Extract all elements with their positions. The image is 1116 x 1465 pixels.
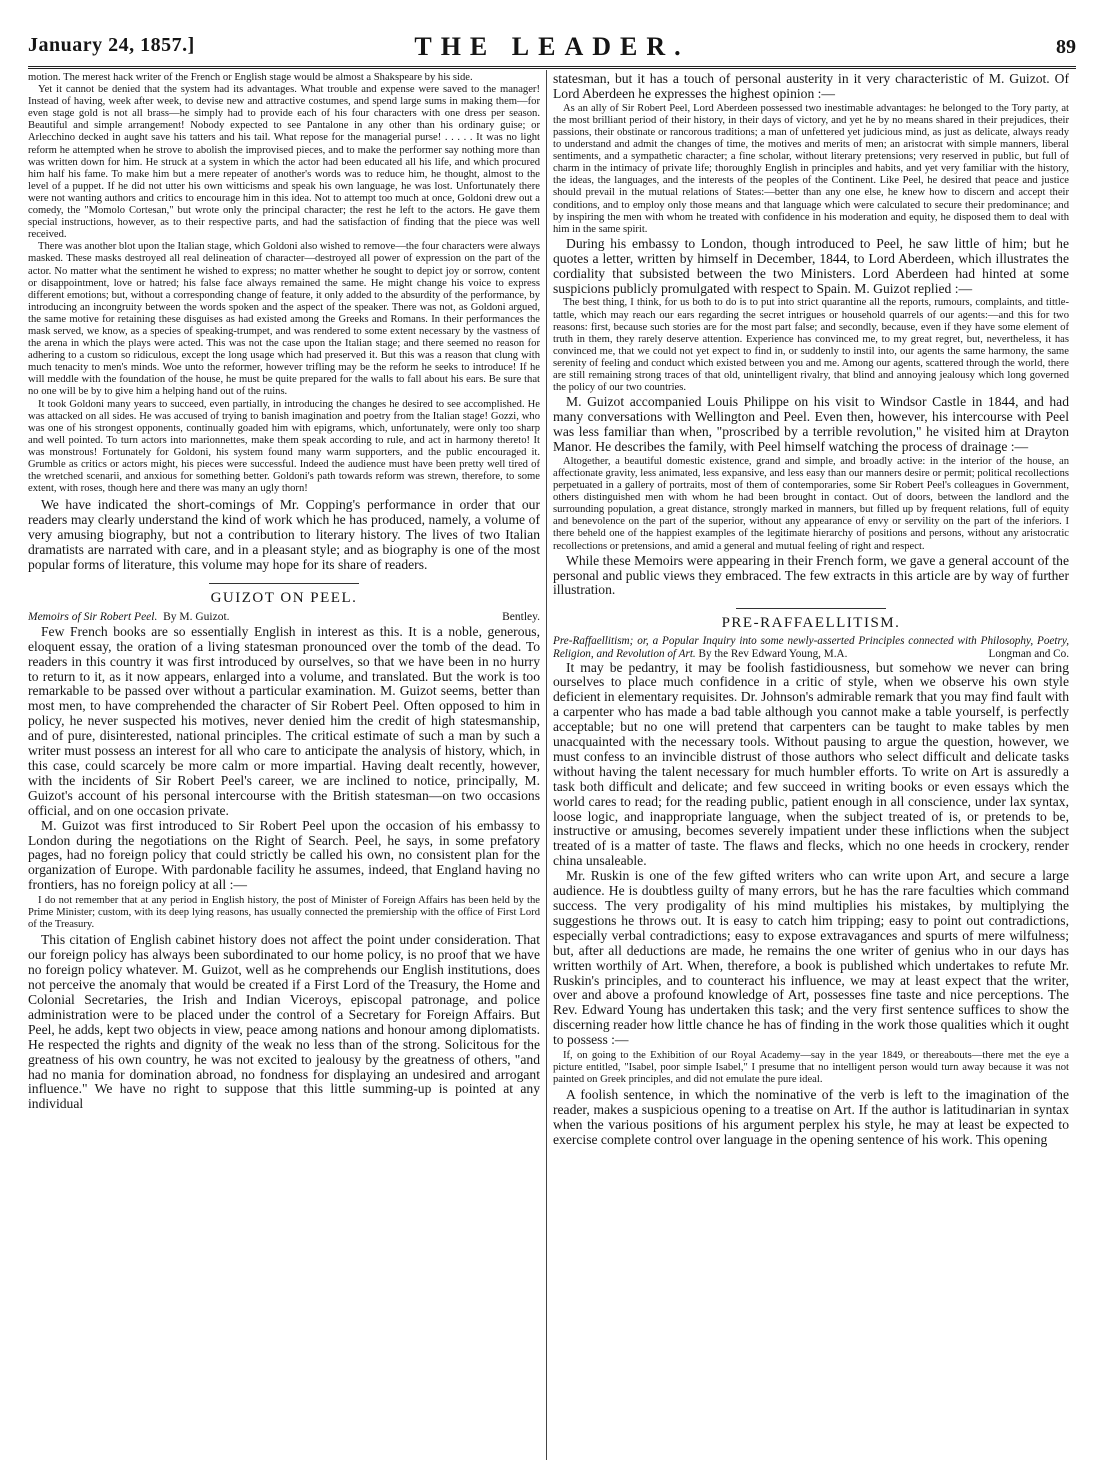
article-heading: PRE-RAFFAELLITISM.	[721, 615, 901, 632]
page-number: 89	[1056, 36, 1076, 58]
goldoni-excerpt	[28, 72, 540, 495]
windsor-section	[553, 395, 1069, 455]
publisher: Longman and Co.	[988, 647, 1069, 660]
block-quote: If, on going to the Exhibition of our Royal Academy—say in the year 1849, or thereabouts—there met the eye a picture entitled, "Isabel, poor simple Isabel," I presume that no intelligent person would turn away because it was not painted on Greek principles, and did not emulate the pure ideal.	[553, 1050, 1069, 1086]
book-title: Memoirs of Sir Robert Peel.	[28, 610, 158, 623]
drayton-quote-block	[553, 456, 1069, 553]
book-author: By the Rev Edward Young, M.A.	[698, 647, 848, 660]
right-column	[553, 72, 1069, 1457]
pre-raffaellitism-article	[553, 661, 1069, 1049]
paragraph: This citation of English cabinet history does not affect the point under consideration. That our foreign policy has always been subordinated to our home policy, is no proof that we have no foreign policy whatever. M. Guizot, well as he comprehends our English institutions, does not perceive the anomaly that would be created if a First Lord of the Treasury, the Home and Colonial Secretaries, the Irish and Indian Viceroys, episcopal patronage, and police administration were to be placed under the control of a Secretary for Foreign Affairs. But Peel, he adds, kept two objects in view, peace among nations and honour among diplomatists. He respected the rights and dignity of the weak no less than of the strong. Solicitous for the greatness of his own country, he was not excited to jealousy by the greatness of others, "and had no mania for domination abroad, no fondness for displaying an undesired and arrogant influence." We have no right to suppose that this little summing-up is pointed at any individual	[28, 932, 540, 1112]
letter-quote-block	[553, 297, 1069, 394]
publisher: Bentley.	[502, 610, 540, 623]
copping-section	[28, 498, 540, 573]
book-author: By M. Guizot.	[163, 610, 230, 623]
guizot-article-cont	[28, 933, 540, 1112]
section-divider	[209, 583, 359, 584]
paragraph: statesman, but it has a touch of personal austerity in it very characteristic of M. Guizot. Of Lord Aberdeen he expresses the highest opinion :—	[553, 72, 1069, 101]
column-rule	[546, 70, 547, 1460]
section-divider	[736, 608, 886, 609]
left-column	[28, 72, 540, 1457]
pre-raffaellitism-cont	[553, 1088, 1069, 1148]
guizot-continued	[553, 72, 1069, 102]
paragraph: motion. The merest hack writer of the French or English stage would be almost a Shakspeare by his side.	[28, 72, 473, 83]
masthead	[28, 26, 1076, 69]
issue-date: January 24, 1857.]	[28, 34, 195, 56]
block-quote: As an ally of Sir Robert Peel, Lord Aberdeen possessed two inestimable advantages: he belonged to the Tory party, at the most brilliant period of their history, in their days of victory, and yet he by no means shared in their prejudices, their passions, their obstinate or rancorous traditions; a man of unfettered yet judicious mind, as just as delicate, always ready to understand and admit the changes of time, the motives and merits of men; an aristocrat with simple manners, liberal sentiments, and a sympathetic character; a fine scholar, without literary pretensions; very reserved in public, but full of charm in the intimacy of private life; thoroughly English in principles and habits, and yet very familiar with the history, the ideas, the languages, and the interests of the peoples of the Continent. Like Peel, he desired that peace and justice should prevail in the mutual relations of States:—better than any one else, he knew how to discern and accept their conditions, and to employ only those means and that language which were calculated to secure their predominance; and by inspiring the men with whom he treated with confidence in his moderation and equity, he disposed them to deal with him in the same spirit.	[553, 102, 1069, 235]
block-quote: The best thing, I think, for us both to do is to put into strict quarantine all the reports, rumours, complaints, and tittle-tattle, which may reach our ears regarding the secret intrigues or household quarrels of our agents:—and this for two reasons: first, because such stories are for the most part false; and secondly, because, even if they have some element of truth in them, they rarely deserve attention. Experience has convinced me, to my great regret, but, nevertheless, it has convinced me, that we could not yet expect to find in, or suddenly to instil into, our agents the same harmony, the same serenity of feeling and conduct which existed between you and me. Among our agents, scattered through the world, there are still remaining strong traces of that old, unintelligent rivalry, that blind and annoying jealousy which long governed the policy of our two countries.	[553, 297, 1069, 394]
book-title: Pre-Raffaellitism; or, a Popular Inquiry into some newly-asserted Principles connected with Philosophy, Poetry, Religion, and Revolution of Art.	[553, 635, 1069, 660]
memoirs-section	[553, 554, 1069, 599]
paragraph: It took Goldoni many years to succeed, even partially, in introducing the changes he desired to see accomplished. He was attacked on all sides. He was accused of trying to banish imagination and poetry from the Italian stage! Gozzi, who was one of his strongest opponents, continually goaded him with epigrams, which, unfortunately, were only too sharp and well pointed. To turn actors into marionnettes, make them speak according to rule, and act in harmony thereto! It was monstrous! Fortunately for Goldoni, his system found many warm supporters, and the public encouraged it. Grumble as critics or actors might, his pieces were successful. Indeed the audience must have been pretty well tired of the wretched scenarii, and anxious for something better. Goldoni's path towards reform was strewn, therefore, to some extent, with roses, though here and there was many an ugly thorn!	[28, 398, 540, 495]
guizot-quote-block	[28, 895, 540, 931]
isabel-quote-block	[553, 1050, 1069, 1086]
paragraph: During his embassy to London, though introduced to Peel, he saw little of him; but he quotes a letter, written by himself in December, 1844, to Lord Aberdeen, which illustrates the cordiality that subsisted between the two Ministers. Lord Aberdeen had hinted at some suspicions publicly promulgated with respect to Spain. M. Guizot replied :—	[553, 235, 1069, 296]
book-citation	[28, 610, 540, 624]
paragraph: Yet it cannot be denied that the system had its advantages. What trouble and expense were saved to the manager! Instead of having, week after week, to devise new and attractive costumes, and spend large sums in making them—for even stage gold is not all brass—he simply had to provide each of his four characters with one dress per season. Beautiful and simple arrangement! Nobody expected to see Pantalone in any other than his ordinary guise; or Arlecchino decked in aught save his tatters and his tail. What repose for the managerial purse! . . . . . It was no light reform he attempted when he strove to abolish the improvised pieces, and to make the performer say nothing more than was written down for him. He struck at a system in which the actor had been educated all his life, and which procured him half his fame. To make him but a mere repeater of another's words was to reduce him, he thought, almost to the level of a puppet. If he did not utter his own witticisms and speak his own language, he was lost. Unfortunately there were not wanting authors and critics to encourage him in this idea. Not to attempt too much at once, Goldoni drew out a comedy, the "Momolo Cortesan," but wrote only the principal character; the rest he left to the actors. He gave them special instructions, however, as to their respective parts, and had the satisfaction of finding that the piece was well received.	[28, 84, 540, 241]
paragraph: There was another blot upon the Italian stage, which Goldoni also wished to remove—the four characters were always masked. These masks destroyed all real delineation of character—destroyed all power of expression on the part of the actor. No matter what the sentiment he wished to express; no matter whether he sought to depict joy or sorrow, content or disappointment, love or hatred; his false face always remained the same. He might change his voice to express different emotions; but, without a corresponding change of feature, it only added to the absurdity of the performance, by introducing an incongruity between the words spoken and the aspect of the speaker. There was not, as Goldoni argued, the same motive for retaining these disguises as had existed among the Greeks and Romans. In their performances the mask served, we know, as a species of speaking-trumpet, and was rendered to some extent necessary by the vastness of the arena in which the plays were acted. This was not the case upon the Italian stage; and there seemed no reason for adhering to a custom so ridiculous, except the long usage which had preserved it. But this was a reason that clung with much tenacity to men's minds. Woe unto the reformer, however trifling may be the reform he seeks to introduce! If he will meddle with the foundation of the house, he must be quite prepared for the walls to fall about his ears. Be sure that no one will be by to give him a helping hand out of the ruins.	[28, 241, 540, 398]
paragraph: We have indicated the short-comings of Mr. Copping's performance in order that our readers may clearly understand the kind of work which he has produced, namely, a volume of very amusing biography, but not a contribution to literary history. The lives of two Italian dramatists are narrated with care, and in a pleasant style; and as biography is one of the most popular forms of literature, this volume may hope for its share of readers.	[28, 497, 540, 572]
block-quote: Altogether, a beautiful domestic existence, grand and simple, and broadly active: in the interior of the house, an affectionate gravity, less animated, less expansive, and less easy than our manners desire or permit; political recollections perpetuated in a gallery of portraits, most of them of contemporaries, some Sir Robert Peel's colleagues in Government, others distinguished men with whom he had been brought in contact. Out of doors, between the landlord and the surrounding population, a great distance, strongly marked in manners, but filled up by frequent relations, full of equity and benevolence on the part of the superior, without any appearance of envy or servility on the part of the inferiors. I there beheld one of the happiest examples of the legitimate hierarchy of positions and persons, without any aristocratic recollections or pretensions, and amid a general and mutual feeling of right and respect.	[553, 455, 1069, 552]
paragraph: While these Memoirs were appearing in their French form, we gave a general account of the personal and public views they embraced. The few extracts in this article are by way of further illustration.	[553, 552, 1069, 598]
paragraph: Mr. Ruskin is one of the few gifted writers who can write upon Art, and secure a large audience. He is doubtless guilty of many errors, but he has the rare faculties which command success. The very prodigality of his mind multiplies his mistakes, by multiplying the suggestions he throws out. It is easy to catch him tripping; easy to point out contradictions, especially verbal contradictions; easy to expose extravagances and spurts of mere wilfulness; but, after all deductions are made, he remains the one writer of genius who in our days has written worthily of Art. When, therefore, a book is published which undertakes to refute Mr. Ruskin's principles, and to counteract his influence, we may at least expect that the writer, over and above a profound knowledge of Art, possesses fine taste and nice perceptions. The Rev. Edward Young has undertaken this task; and the very first sentence suffices to show the discerning reader how little chance he has of finding in the work those qualities which it ought to possess :—	[553, 868, 1069, 1048]
aberdeen-quote-block	[553, 103, 1069, 236]
article-heading: GUIZOT ON PEEL.	[210, 589, 358, 606]
embassy-section	[553, 237, 1069, 297]
paragraph: A foolish sentence, in which the nominative of the verb is left to the imagination of the reader, makes a suspicious opening to a treatise on Art. If the author is latitudinarian in syntax when the various positions of his argument perplex his style, he may at least be expected to exercise complete control over language in the opening sentence of his work. This opening	[553, 1087, 1069, 1148]
paragraph: M. Guizot accompanied Louis Philippe on his visit to Windsor Castle in 1844, and had many conversations with Wellington and Peel. Even then, however, his intercourse with Peel was less familiar than when, "proscribed by a terrible revolution," he visited him at Drayton Manor. He describes the family, with Peel himself watching the process of drainage :—	[553, 394, 1069, 454]
paragraph: Few French books are so essentially English in interest as this. It is a noble, generous, eloquent essay, the oration of a living statesman pronounced over the tomb of the dead. To readers in this country it was first introduced by ourselves, so that we have been in no hurry to return to it, as it now appears, enlarged into a volume, and translated. But the work is too remarkable to be passed over without a particular examination. M. Guizot seems, better than most men, to have comprehended the character of Sir Robert Peel. Often opposed to him in policy, he never suspected his motives, never denied him the credit of high statesmanship, and of pure, disinterested, national principles. The critical estimate of such a man by such a writer must possess an interest for all who care to anticipate the analysis of history, which, in this case, could scarcely be more calm or more impartial. Having dealt recently, however, with the incidents of Sir Robert Peel's career, we are inclined to notice, principally, M. Guizot's account of his personal intercourse with the British statesman—on two occasions official, and on one occasion private.	[28, 623, 540, 818]
paragraph: M. Guizot was first introduced to Sir Robert Peel upon the occasion of his embassy to London during the negotiations on the Right of Search. Peel, he says, in some prefatory pages, had no foreign policy that could strictly be called his own, no consistent plan for the organization of Europe. With pardonable facility he assumes, indeed, that England having no frontiers, has no foreign policy at all :—	[28, 817, 540, 893]
paragraph: It may be pedantry, it may be foolish fastidiousness, but somehow we never can bring ourselves to place much confidence in a critic of style, when we observe his own style deficient in elementary requisites. Dr. Johnson's admirable remark that you may find fault with a carpenter who has made a bad table although you cannot make a table yourself, is perfectly acceptable; but no one will pretend that carpenters can be taught to make tables by men unacquainted with the necessary tools. Without pausing to argue the question, however, we must confess to an invincible distrust of those authors who select difficult and delicate tasks without having the talent necessary for much humbler efforts. To write on Art is assuredly a task both difficult and delicate; and few succeed in writing books or even essays which the world cares to read; for the reading public, patient enough in all conscience, under lax syntax, loose logic, and inappropriate language, when the subject treated of is, or pretends to be, instructive or amusing, becomes severely impatient under these inflictions when the subject treated of is a matter of taste. The flaws and flecks, which no one heeds in crockery, render china unsaleable.	[553, 659, 1069, 869]
guizot-article	[28, 625, 540, 893]
block-quote: I do not remember that at any period in English history, the post of Minister of Foreign Affairs has been held by the Prime Minister; custom, with its deep lying reasons, has usually connected the premiership with the office of First Lord of the Treasury.	[28, 895, 540, 931]
book-citation	[553, 635, 1069, 660]
newspaper-title: THE LEADER.	[414, 32, 690, 61]
